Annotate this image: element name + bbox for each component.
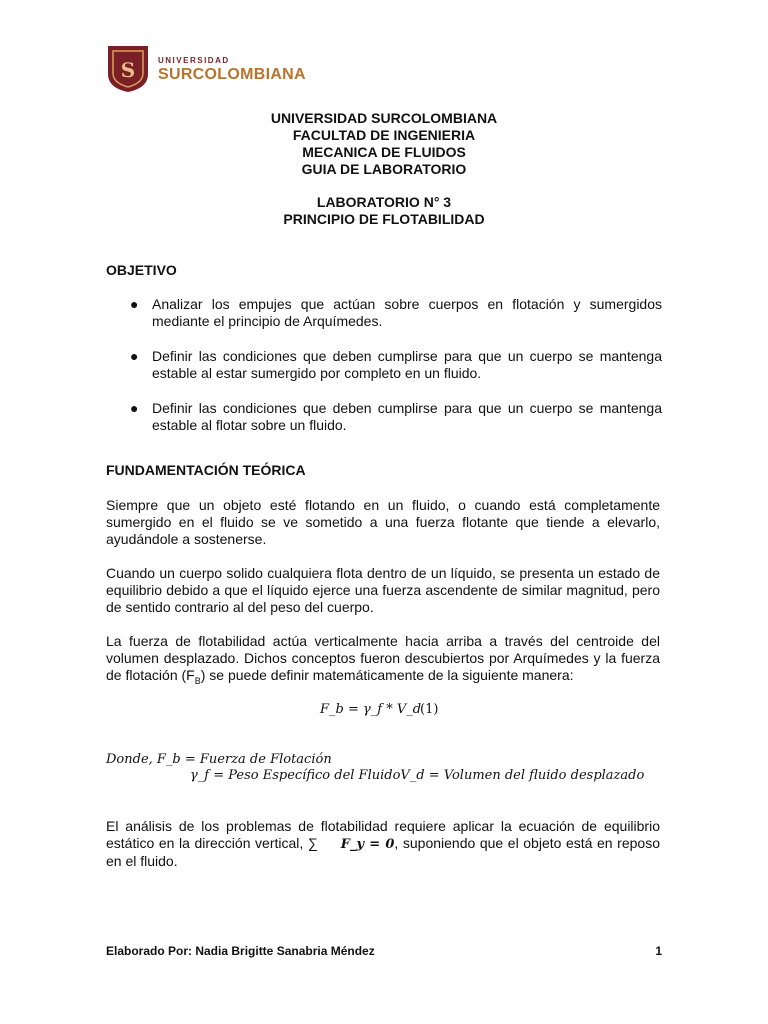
objetivo-title: OBJETIVO [106, 262, 177, 278]
buoyancy-equation: F_b = γ_f * V_d [320, 702, 422, 717]
lab-number: LABORATORIO N° 3 [316, 194, 452, 210]
lab-header [0, 194, 768, 228]
subscript-b: B [194, 675, 201, 686]
paragraph-4 [106, 818, 660, 870]
header-line: MECANICA DE FLUIDOS [302, 144, 466, 160]
donde-line-1: Donde, F_b = Fuerza de Flotación [106, 752, 332, 767]
equilibrium-equation: F_y = 0 [340, 837, 395, 852]
lab-title: PRINCIPIO DE FLOTABILIDAD [283, 211, 485, 227]
page-footer [106, 944, 662, 958]
logo-text-universidad: UNIVERSIDAD [158, 56, 230, 65]
donde-line-2: γ_f = Peso Específico del FluidoV_d = Volumen del fluido desplazado [190, 768, 645, 783]
paragraph-3-text: La fuerza de flotabilidad actúa verticalmente hacia arriba a través del centroide del volumen desplazado. Dichos conceptos fueron descubiertos por Arquímedes y la fuerza de flotación (F [106, 633, 660, 683]
header-line: FACULTAD DE INGENIERIA [292, 127, 476, 143]
bullet-icon: ● [130, 296, 139, 312]
paragraph-2: Cuando un cuerpo solido cualquiera flota dentro de un líquido, se presenta un estado de equilibrio debido a que el líquido ejerce una fuerza ascendente de similar magnitud, pero de sentido contrario al del peso del cuerpo. [106, 565, 660, 615]
page-number: 1 [655, 944, 662, 958]
paragraph-3 [106, 633, 660, 690]
university-logo [106, 44, 306, 94]
bullet-icon: ● [130, 348, 139, 364]
logo-text-surcolombiana: SURCOLOMBIANA [158, 66, 306, 83]
fundamentacion-title: FUNDAMENTACIÓN TEÓRICA [106, 462, 306, 478]
svg-text:S: S [120, 58, 136, 82]
equation-number: (1) [420, 702, 439, 717]
institution-header [0, 110, 768, 178]
list-item-text: Definir las condiciones que deben cumplirse para que un cuerpo se mantenga estable al estar sumergido por completo en un fluido. [152, 348, 662, 381]
list-item-text: Definir las condiciones que deben cumplirse para que un cuerpo se mantenga estable al flotar sobre un fluido. [152, 400, 662, 433]
paragraph-4-text-b: , suponiendo que el objeto está en reposo en el fluido. [106, 835, 660, 869]
paragraph-4-text-a: El análisis de los problemas de flotabilidad requiere aplicar la ecuación de equilibrio estático en la dirección vertical, ∑ [106, 818, 660, 851]
list-item-text: Analizar los empujes que actúan sobre cuerpos en flotación y sumergidos mediante el principio de Arquímedes. [152, 296, 662, 329]
bullet-icon: ● [130, 400, 139, 416]
paragraph-1: Siempre que un objeto esté flotando en un fluido, o cuando está completamente sumergido en el fluido se ve sometido a una fuerza flotante que tiende a elevarlo, ayudándole a sostenerse. [106, 497, 660, 547]
footer-author: Elaborado Por: Nadia Brigitte Sanabria Méndez [106, 944, 375, 958]
shield-icon [106, 44, 150, 94]
header-line: GUIA DE LABORATORIO [301, 161, 467, 177]
paragraph-3-end: ) se puede definir matemáticamente de la siguiente manera: [200, 667, 574, 683]
header-line: UNIVERSIDAD SURCOLOMBIANA [270, 110, 498, 126]
